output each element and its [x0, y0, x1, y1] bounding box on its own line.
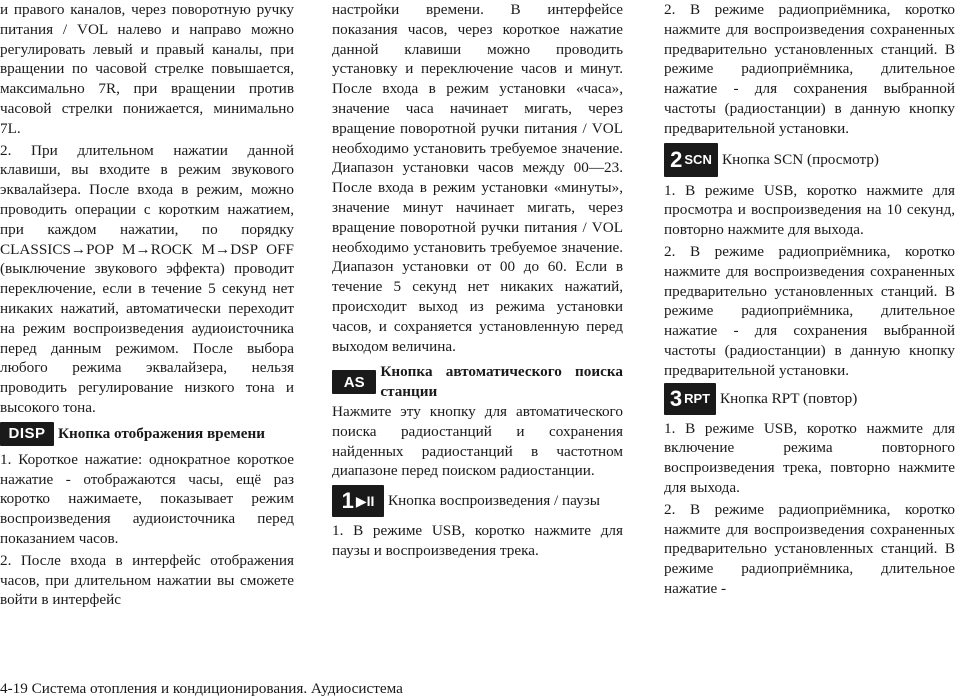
paragraph-scn-radio: 2. В режиме радиоприёмника, коротко нажмите для воспроизведения сохраненных предварительно установленных станций. В режиме радиоприёмника, длительное нажатие - для сохранения выбранной частоты (радиостанции) в данную кнопку предварительной установки.: [664, 242, 955, 379]
column-right: [664, 0, 955, 599]
play-pause-button-icon: [332, 485, 384, 517]
scn-button-number: 2: [670, 146, 683, 172]
play-button-number: 1: [341, 488, 354, 514]
page-footer: 4-19 Система отопления и кондиционирования. Аудиосистема: [0, 680, 403, 697]
paragraph-time-setting: настройки времени. В интерфейсе показания часов, через короткое нажатие данной клавиши можно проводить установку и переключение часов и минут. После входа в режим установки «часа», значение часа начинает мигать, через вращение поворотной ручки питания / VOL необходимо установить требуемое значение. Диапазон установки часов между 00—23. После входа в режим установки «минуты», значение минут начинает мигать, через вращение поворотной ручки питания / VOL необходимо установить требуемое значение. Диапазон установки от 00 до 60. Если в течение 5 секунд нет никаких нажатий, происходит выход из режима установки часов, и сохраняется установленную перед выходом величина.: [332, 1, 623, 355]
scn-button-label: SCN: [684, 152, 712, 168]
play-heading-title: Кнопка воспроизведения / паузы: [388, 492, 600, 510]
disp-heading: [0, 422, 294, 446]
rpt-button-label: RPT: [684, 391, 711, 407]
paragraph-play-usb: 1. В режиме USB, коротко нажмите для паузы и воспроизведения трека.: [332, 522, 623, 559]
paragraph-disp-short: 1. Короткое нажатие: однократное короткое нажатие - отображаются часы, ещё раз коротко нажимаете, показывает режим воспроизведения аудиоисточника перед показанием часов.: [0, 450, 294, 547]
paragraph-equalizer: 2. При длительном нажатии данной клавиши, вы входите в режим звукового эквалайзера. После входа в режим, можно проводить операции с коротким нажатием, при каждом нажатии, по порядку CLASSICS→POP M→ROCK M→DSP OFF (выключение звукового эффекта) проводит переключение, если в течение 5 секунд нет никаких нажатий, автоматически переходит на режим воспроизведения аудиоисточника перед данным режимом. После выбора любого режима эквалайзера, нельзя проводить регулирование низкого тона и высокого тона.: [0, 141, 294, 416]
paragraph-balance-continued: и правого каналов, через поворотную ручку питания / VOL налево и направо можно регулировать левый и правый каналы, при вращении по часовой стрелке повышается, максимально 7R, при вращении против часовой стрелки понижается, минимально 7L.: [0, 1, 294, 137]
rpt-heading-title: Кнопка RPT (повтор): [720, 389, 858, 407]
scn-heading: [664, 143, 955, 177]
rpt-button-icon: [664, 383, 716, 415]
as-heading-title: Кнопка автоматического поиска станции: [380, 363, 623, 401]
play-heading: [332, 485, 623, 517]
as-heading: [332, 362, 623, 402]
scn-button-icon: [664, 143, 718, 177]
column-middle: [332, 0, 623, 561]
disp-heading-title: Кнопка отображения времени: [58, 424, 265, 442]
rpt-button-number: 3: [669, 385, 683, 411]
paragraph-disp-long: 2. После входа в интерфейс отображения часов, при длительном нажатии вы сможете войти в интерфейс: [0, 551, 294, 609]
paragraph-scn-usb: 1. В режиме USB, коротко нажмите для просмотра и воспроизведения на 10 секунд, повторно нажмите для выхода.: [664, 181, 955, 239]
scn-heading-title: Кнопка SCN (просмотр): [722, 150, 879, 168]
paragraph-rpt-usb: 1. В режиме USB, коротко нажмите для включение режима повторного воспроизведения трека, повторно нажмите для выхода.: [664, 419, 955, 496]
paragraph-rpt-radio: 2. В режиме радиоприёмника, коротко нажмите для воспроизведения сохраненных предварительно установленных станций. В режиме радиоприёмника, длительное нажатие -: [664, 500, 955, 597]
paragraph-play-radio: 2. В режиме радиоприёмника, коротко нажмите для воспроизведения сохраненных предварительно установленных станций. В режиме радиоприёмника, длительное нажатие - для сохранения выбранной частоты (радиостанции) в данную кнопку предварительной установки.: [664, 1, 955, 137]
disp-button-icon: DISP: [0, 422, 54, 446]
paragraph-as: Нажмите эту кнопку для автоматического поиска радиостанций и сохранения найденных радиостанций в частотном диапазоне перед поиском радиостанции.: [332, 402, 623, 480]
play-pause-icon: ▶II: [355, 492, 375, 509]
column-left: [0, 0, 294, 610]
rpt-heading: [664, 383, 955, 415]
as-button-icon: AS: [332, 370, 376, 394]
